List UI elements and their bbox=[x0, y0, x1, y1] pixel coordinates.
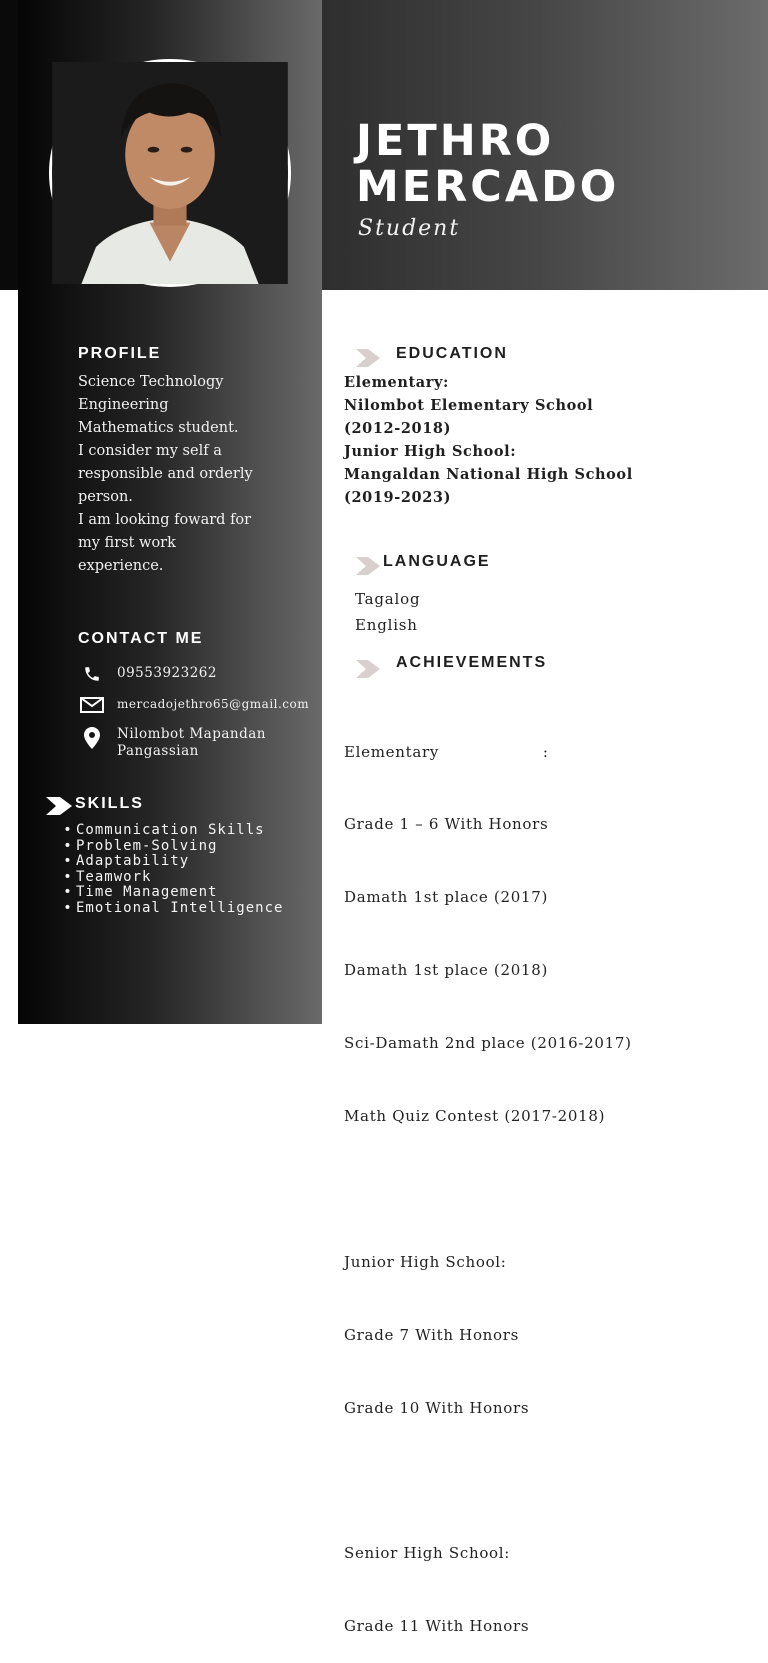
language-item: Tagalog bbox=[355, 590, 421, 608]
achievement-line: Grade 11 With Honors bbox=[344, 1617, 530, 1636]
education-chevron-icon bbox=[356, 349, 380, 367]
achievement-line bbox=[344, 1469, 632, 1493]
candidate-role: Student bbox=[358, 216, 461, 241]
profile-line: responsible and orderly bbox=[78, 466, 253, 482]
skill-item: • Teamwork bbox=[60, 870, 283, 886]
skill-item: • Adaptability bbox=[60, 854, 283, 870]
candidate-name bbox=[356, 118, 619, 210]
profile-line: Science Technology bbox=[78, 374, 224, 390]
language-heading: LANGUAGE bbox=[383, 553, 491, 570]
mail-icon bbox=[80, 696, 104, 714]
skill-item: • Problem-Solving bbox=[60, 839, 283, 855]
location-pin-icon bbox=[80, 726, 104, 750]
achievement-line: Sci-Damath 2nd place (2016-2017) bbox=[344, 1034, 632, 1053]
achievement-line: Junior High School: bbox=[344, 1252, 507, 1271]
achievement-line bbox=[344, 1177, 632, 1201]
skill-item: • Emotional Intelligence bbox=[60, 901, 283, 917]
phone-icon bbox=[80, 665, 104, 683]
education-line: Elementary: bbox=[344, 374, 450, 391]
education-list bbox=[344, 371, 633, 509]
achievement-line: Damath 1st place (2017) bbox=[344, 888, 548, 907]
profile-photo bbox=[49, 59, 291, 287]
skills-chevron-icon bbox=[46, 797, 72, 815]
achievements-heading: ACHIEVEMENTS bbox=[396, 654, 548, 671]
achievement-line: Elementary : bbox=[344, 742, 549, 761]
profile-line: person. bbox=[78, 489, 133, 505]
contact-address bbox=[117, 726, 266, 760]
language-item: English bbox=[355, 615, 418, 634]
achievements-chevron-icon bbox=[356, 660, 380, 678]
achievement-line: Grade 10 With Honors bbox=[344, 1398, 530, 1417]
achievement-line: Grade 1 – 6 With Honors bbox=[344, 815, 549, 834]
contact-email: mercadojethro65@gmail.com bbox=[117, 697, 310, 711]
education-line: (2019-2023) bbox=[344, 489, 452, 506]
contact-email-row bbox=[80, 696, 309, 714]
achievement-line: Math Quiz Contest (2017-2018) bbox=[344, 1107, 606, 1126]
profile-line: Engineering bbox=[78, 397, 169, 413]
first-name: JETHRO bbox=[356, 116, 555, 166]
education-line: (2012-2018) bbox=[344, 420, 452, 437]
education-line: Mangaldan National High School bbox=[344, 466, 633, 483]
contact-phone: 09553923262 bbox=[117, 665, 217, 681]
profile-line: my first work bbox=[78, 535, 176, 551]
address-line-1: Nilombot Mapandan bbox=[117, 726, 267, 742]
achievement-line: Damath 1st place (2018) bbox=[344, 961, 548, 980]
achievements-list bbox=[344, 691, 632, 1663]
language-chevron-icon bbox=[356, 557, 380, 575]
profile-heading: PROFILE bbox=[78, 345, 162, 362]
profile-line: experience. bbox=[78, 558, 164, 574]
contact-phone-row bbox=[80, 665, 217, 683]
education-line: Junior High School: bbox=[344, 443, 517, 460]
profile-line: Mathematics student. bbox=[78, 420, 239, 436]
address-line-2: Pangassian bbox=[117, 743, 199, 759]
profile-line: I am looking foward for bbox=[78, 512, 252, 528]
achievement-line: Grade 7 With Honors bbox=[344, 1325, 520, 1344]
education-heading: EDUCATION bbox=[396, 345, 508, 362]
portrait-photo-icon bbox=[52, 62, 288, 284]
education-line: Nilombot Elementary School bbox=[344, 397, 594, 414]
last-name: MERCADO bbox=[356, 162, 620, 212]
skills-list bbox=[60, 823, 283, 916]
language-list bbox=[355, 587, 420, 638]
skills-heading: SKILLS bbox=[75, 795, 144, 812]
achievement-line: Senior High School: bbox=[344, 1544, 511, 1563]
skill-item: • Time Management bbox=[60, 885, 283, 901]
contact-address-row bbox=[80, 726, 266, 760]
profile-text bbox=[78, 371, 308, 578]
skill-item: • Communication Skills bbox=[60, 823, 283, 839]
contact-heading: CONTACT ME bbox=[78, 630, 204, 647]
profile-line: I consider my self a bbox=[78, 443, 222, 459]
